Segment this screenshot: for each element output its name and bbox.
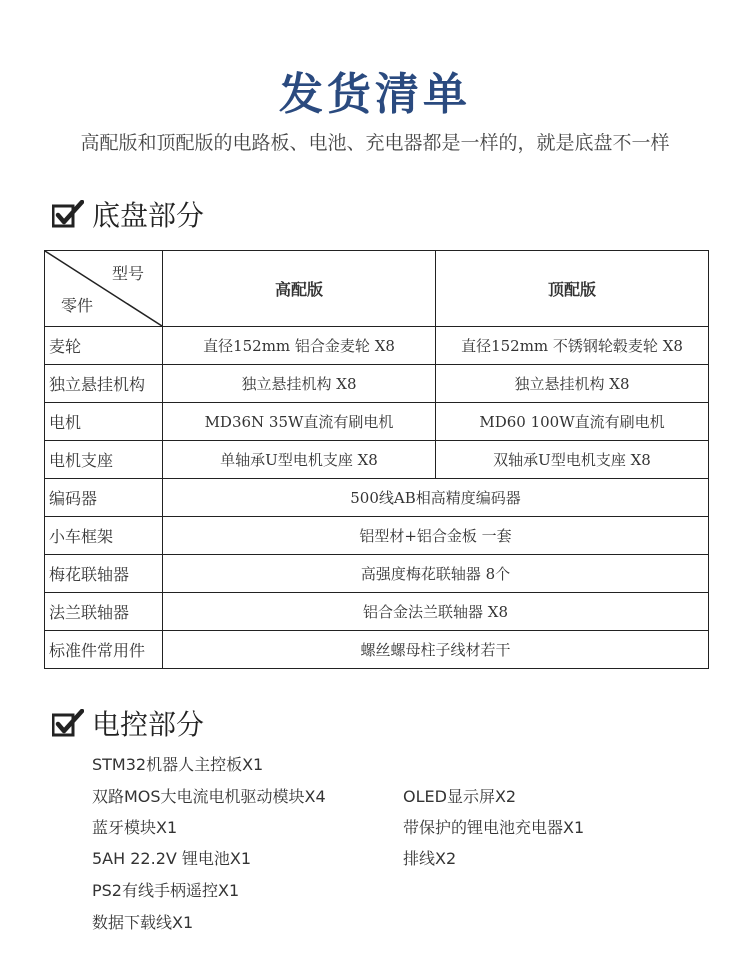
table-row: [45, 631, 709, 669]
part-cell: 独立悬挂机构: [45, 365, 163, 403]
high-version-header: 高配版: [163, 251, 436, 327]
part-cell: 标准件常用件: [45, 631, 163, 669]
table-row: [45, 365, 709, 403]
electric-section-heading: [52, 703, 204, 743]
table-row: [45, 479, 709, 517]
shared-cell: 铝型材+铝合金板 一套: [163, 517, 709, 555]
top-version-header: 顶配版: [436, 251, 709, 327]
electric-item: 数据下载线X1: [92, 913, 194, 932]
table-header-row: [45, 251, 709, 327]
table-row: [45, 441, 709, 479]
checkbox-check-icon: [52, 200, 84, 228]
top-cell: 直径152mm 不锈钢轮毂麦轮 X8: [436, 327, 709, 365]
part-cell: 编码器: [45, 479, 163, 517]
table-row: [45, 555, 709, 593]
shared-cell: 铝合金法兰联轴器 X8: [163, 593, 709, 631]
part-cell: 电机支座: [45, 441, 163, 479]
part-header-label: 零件: [61, 296, 94, 315]
electric-item: 排线X2: [403, 849, 457, 868]
chassis-section-heading: [52, 194, 204, 234]
table-row: [45, 593, 709, 631]
top-cell: 双轴承U型电机支座 X8: [436, 441, 709, 479]
part-cell: 麦轮: [45, 327, 163, 365]
shared-cell: 螺丝螺母柱子线材若干: [163, 631, 709, 669]
high-cell: 单轴承U型电机支座 X8: [163, 441, 436, 479]
electric-item: OLED显示屏X2: [403, 787, 517, 806]
high-cell: MD36N 35W直流有刷电机: [163, 403, 436, 441]
table-row: [45, 517, 709, 555]
model-header-label: 型号: [111, 264, 144, 283]
electric-item: PS2有线手柄遥控X1: [92, 881, 240, 900]
chassis-spec-table: [44, 250, 709, 669]
electric-item: STM32机器人主控板X1: [92, 755, 264, 774]
shared-cell: 高强度梅花联轴器 8个: [163, 555, 709, 593]
top-cell: 独立悬挂机构 X8: [436, 365, 709, 403]
electric-item: 带保护的锂电池充电器X1: [403, 818, 585, 837]
high-cell: 独立悬挂机构 X8: [163, 365, 436, 403]
chassis-heading-text: 底盘部分: [92, 199, 205, 232]
table-corner-cell: [45, 251, 163, 327]
part-cell: 法兰联轴器: [45, 593, 163, 631]
electric-heading-text: 电控部分: [92, 708, 205, 741]
checkbox-check-icon: [52, 709, 84, 737]
part-cell: 电机: [45, 403, 163, 441]
electric-item: 蓝牙模块X1: [92, 818, 178, 837]
shared-cell: 500线AB相高精度编码器: [163, 479, 709, 517]
table-row: [45, 403, 709, 441]
page-subtitle: 高配版和顶配版的电路板、电池、充电器都是一样的，就是底盘不一样: [80, 132, 670, 154]
high-cell: 直径152mm 铝合金麦轮 X8: [163, 327, 436, 365]
electric-item: 双路MOS大电流电机驱动模块X4: [92, 787, 326, 806]
part-cell: 梅花联轴器: [45, 555, 163, 593]
table-row: [45, 327, 709, 365]
electric-item: 5AH 22.2V 锂电池X1: [92, 849, 252, 868]
page-title: 发货清单: [279, 69, 471, 120]
part-cell: 小车框架: [45, 517, 163, 555]
top-cell: MD60 100W直流有刷电机: [436, 403, 709, 441]
